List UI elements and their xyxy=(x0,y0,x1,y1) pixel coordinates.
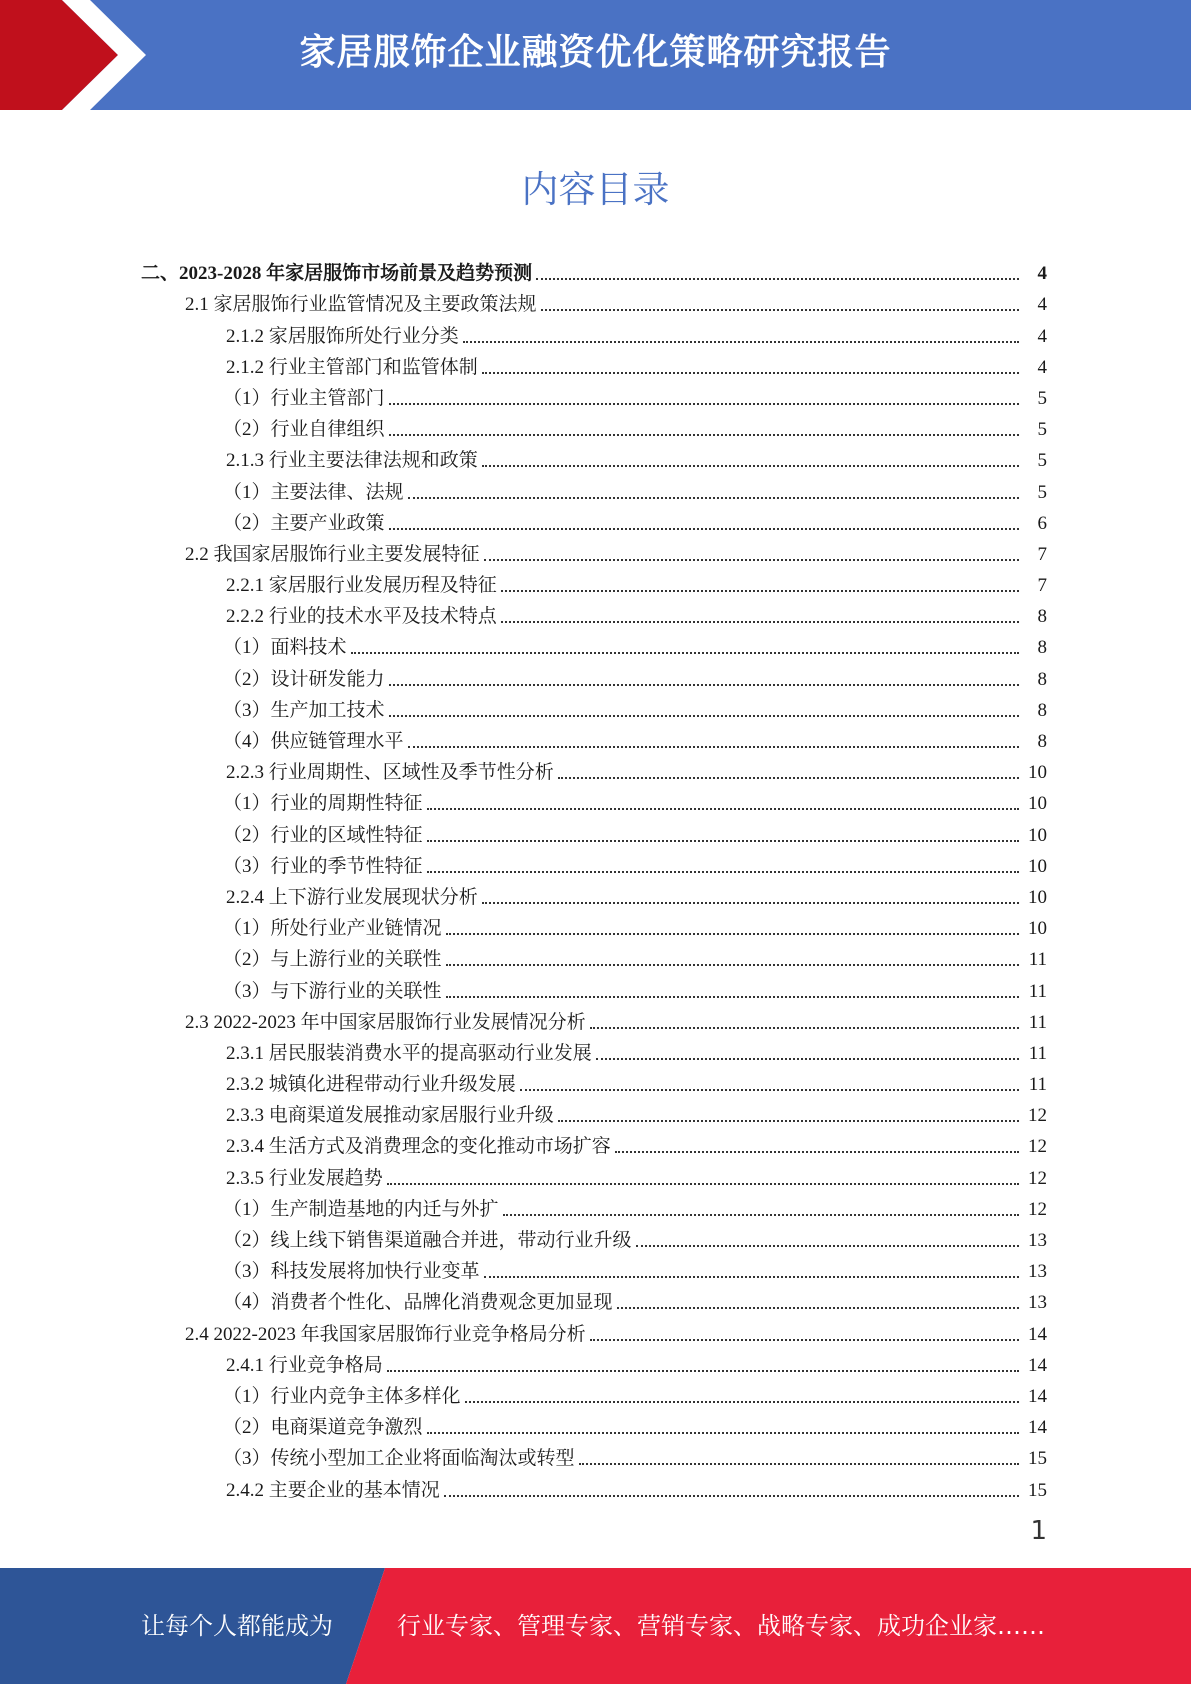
toc-entry-title: 2.3.1 居民服装消费水平的提高驱动行业发展 xyxy=(226,1042,592,1064)
toc-entry[interactable] xyxy=(0,1065,1191,1096)
toc-entry[interactable] xyxy=(0,1096,1191,1127)
toc-entry[interactable] xyxy=(0,1377,1191,1408)
toc-entry-page: 10 xyxy=(1028,824,1047,846)
dot-leader xyxy=(501,621,1019,623)
toc-entry[interactable] xyxy=(0,1003,1191,1034)
toc-entry-page: 13 xyxy=(1028,1261,1047,1283)
dot-leader xyxy=(536,278,1019,280)
toc-entry-page: 14 xyxy=(1028,1323,1047,1345)
dot-leader xyxy=(389,403,1019,405)
toc-entry-page: 12 xyxy=(1028,1136,1047,1158)
toc-entry-page: 10 xyxy=(1028,762,1047,784)
dot-leader xyxy=(615,1151,1019,1153)
toc-entry-page: 4 xyxy=(1037,325,1047,347)
dot-leader xyxy=(446,933,1019,935)
toc-entry-page: 8 xyxy=(1037,637,1047,659)
toc-entry[interactable] xyxy=(0,753,1191,784)
toc-entry-page: 7 xyxy=(1037,575,1047,597)
toc-entry-page: 6 xyxy=(1037,512,1047,534)
dot-leader xyxy=(389,434,1019,436)
toc-entry-title: 2.1.2 家居服饰所处行业分类 xyxy=(226,325,459,347)
toc-entry-title: （2）与上游行业的关联性 xyxy=(223,949,442,971)
toc-entry-page: 13 xyxy=(1028,1292,1047,1314)
toc-entry-page: 11 xyxy=(1028,949,1047,971)
dot-leader xyxy=(444,1495,1019,1497)
dot-leader xyxy=(558,777,1019,779)
toc-entry-page: 11 xyxy=(1028,1011,1047,1033)
dot-leader xyxy=(427,1432,1019,1434)
dot-leader xyxy=(463,341,1019,343)
toc-entry[interactable] xyxy=(0,878,1191,909)
dot-leader xyxy=(408,746,1019,748)
dot-leader xyxy=(503,1214,1019,1216)
toc-entry[interactable] xyxy=(0,1346,1191,1377)
dot-leader xyxy=(408,497,1019,499)
toc-entry-title: 2.3.3 电商渠道发展推动家居服行业升级 xyxy=(226,1105,554,1127)
toc-entry-page: 8 xyxy=(1037,606,1047,628)
toc-entry-title: （2）电商渠道竞争激烈 xyxy=(223,1417,423,1439)
toc-entry-title: 2.2.1 家居服行业发展历程及特征 xyxy=(226,575,497,597)
toc-entry-page: 5 xyxy=(1037,387,1047,409)
toc-entry-title: （4）供应链管理水平 xyxy=(223,731,404,752)
toc-entry-title: 2.2.4 上下游行业发展现状分析 xyxy=(226,886,478,908)
toc-entry[interactable] xyxy=(0,847,1191,878)
toc-entry-page: 11 xyxy=(1028,1074,1047,1096)
toc-entry-title: （1）所处行业产业链情况 xyxy=(223,918,442,940)
toc-entry-page: 10 xyxy=(1028,886,1047,908)
toc-entry-title: （1）行业的周期性特征 xyxy=(223,793,423,815)
toc-entry-title: （3）行业的季节性特征 xyxy=(223,855,423,877)
dot-leader xyxy=(590,1339,1019,1341)
toc-entry-title: （3）与下游行业的关联性 xyxy=(223,980,442,1002)
dot-leader xyxy=(482,372,1019,374)
toc-entry-page: 5 xyxy=(1037,419,1047,441)
toc-entry-page: 14 xyxy=(1028,1385,1047,1407)
toc-entry-page: 8 xyxy=(1037,699,1047,721)
dot-leader xyxy=(427,808,1019,810)
toc-entry[interactable] xyxy=(0,1190,1191,1221)
toc-entry-title: 2.1.2 行业主管部门和监管体制 xyxy=(226,356,478,378)
toc-entry-page: 10 xyxy=(1028,918,1047,940)
toc-entry-title: 2.1 家居服饰行业监管情况及主要政策法规 xyxy=(185,294,537,316)
toc-entry-title: （3）生产加工技术 xyxy=(223,699,385,721)
toc-entry-page: 12 xyxy=(1028,1167,1047,1189)
dot-leader xyxy=(579,1463,1019,1465)
toc-entry-page: 10 xyxy=(1028,793,1047,815)
toc-entry-title: （2）线上线下销售渠道融合并进，带动行业升级 xyxy=(223,1230,632,1251)
toc-entry-title: 2.4.1 行业竞争格局 xyxy=(226,1354,383,1376)
toc-entry-title: 二、2023-2028 年家居服饰市场前景及趋势预测 xyxy=(141,263,533,285)
toc-entry-title: （2）行业自律组织 xyxy=(223,419,385,441)
dot-leader xyxy=(446,996,1019,998)
toc-entry[interactable] xyxy=(0,441,1191,472)
toc-entry[interactable] xyxy=(0,1252,1191,1283)
toc-entry-page: 4 xyxy=(1037,294,1047,316)
toc-entry-title: （1）行业主管部门 xyxy=(223,387,385,409)
toc-entry[interactable] xyxy=(0,348,1191,379)
table-of-contents xyxy=(0,254,1191,1502)
dot-leader xyxy=(387,1370,1019,1372)
toc-entry-page: 13 xyxy=(1028,1230,1047,1251)
toc-entry[interactable] xyxy=(0,815,1191,846)
toc-entry-page: 14 xyxy=(1028,1354,1047,1376)
toc-entry-page: 15 xyxy=(1028,1479,1047,1501)
dot-leader xyxy=(520,1089,1019,1091)
dot-leader xyxy=(465,1401,1019,1403)
dot-leader xyxy=(617,1307,1019,1309)
toc-entry-page: 7 xyxy=(1037,543,1047,565)
footer-slogan-left: 让每个人都能成为 xyxy=(141,1612,333,1640)
toc-entry-title: 2.3 2022-2023 年中国家居服饰行业发展情况分析 xyxy=(185,1011,586,1033)
toc-entry-page: 5 xyxy=(1037,481,1047,503)
page-number: 1 xyxy=(1030,1516,1047,1546)
header-banner xyxy=(0,0,1191,110)
dot-leader xyxy=(351,652,1019,654)
dot-leader xyxy=(501,590,1019,592)
dot-leader xyxy=(484,559,1019,561)
toc-entry[interactable] xyxy=(0,472,1191,503)
toc-entry[interactable] xyxy=(0,316,1191,347)
toc-entry[interactable] xyxy=(0,1314,1191,1345)
toc-entry[interactable] xyxy=(0,784,1191,815)
toc-entry-page: 11 xyxy=(1028,980,1047,1002)
toc-entry-page: 8 xyxy=(1037,668,1047,690)
toc-entry-title: 2.4 2022-2023 年我国家居服饰行业竞争格局分析 xyxy=(185,1323,586,1345)
toc-entry-title: 2.2.3 行业周期性、区域性及季节性分析 xyxy=(226,762,554,784)
toc-entry-title: 2.1.3 行业主要法律法规和政策 xyxy=(226,450,478,472)
toc-entry-title: 2.3.4 生活方式及消费理念的变化推动市场扩容 xyxy=(226,1136,611,1158)
toc-entry-title: 2.3.5 行业发展趋势 xyxy=(226,1167,383,1189)
toc-entry[interactable] xyxy=(0,659,1191,690)
toc-entry[interactable] xyxy=(0,1439,1191,1470)
toc-entry-title: （1）行业内竞争主体多样化 xyxy=(223,1385,461,1407)
toc-entry-title: （2）行业的区域性特征 xyxy=(223,824,423,846)
toc-entry[interactable] xyxy=(0,504,1191,535)
dot-leader xyxy=(427,871,1019,873)
toc-entry[interactable] xyxy=(0,628,1191,659)
dot-leader xyxy=(558,1120,1019,1122)
toc-entry-title: （1）主要法律、法规 xyxy=(223,481,404,503)
toc-entry-title: 2.3.2 城镇化进程带动行业升级发展 xyxy=(226,1074,516,1096)
toc-entry[interactable] xyxy=(0,1221,1191,1252)
toc-entry[interactable] xyxy=(0,940,1191,971)
toc-entry[interactable] xyxy=(0,1127,1191,1158)
report-title: 家居服饰企业融资优化策略研究报告 xyxy=(299,32,892,73)
toc-entry-page: 12 xyxy=(1028,1198,1047,1220)
toc-entry[interactable] xyxy=(0,285,1191,316)
toc-entry[interactable] xyxy=(0,722,1191,753)
toc-entry[interactable] xyxy=(0,1283,1191,1314)
toc-entry-title: （2）主要产业政策 xyxy=(223,512,385,534)
toc-entry-page: 5 xyxy=(1037,450,1047,472)
toc-entry-title: 2.2 我国家居服饰行业主要发展特征 xyxy=(185,543,480,565)
toc-entry-page: 10 xyxy=(1028,855,1047,877)
toc-entry-page: 15 xyxy=(1028,1448,1047,1470)
footer-slogan-right: 行业专家、管理专家、营销专家、战略专家、成功企业家…… xyxy=(397,1612,1045,1640)
toc-entry-page: 8 xyxy=(1037,731,1047,752)
dot-leader xyxy=(596,1058,1019,1060)
toc-entry-page: 11 xyxy=(1028,1042,1047,1064)
toc-entry[interactable] xyxy=(0,1470,1191,1501)
dot-leader xyxy=(446,964,1019,966)
toc-entry-page: 12 xyxy=(1028,1105,1047,1127)
toc-entry-title: 2.4.2 主要企业的基本情况 xyxy=(226,1479,440,1501)
toc-entry[interactable] xyxy=(0,566,1191,597)
toc-entry[interactable] xyxy=(0,691,1191,722)
toc-entry-title: （4）消费者个性化、品牌化消费观念更加显现 xyxy=(223,1292,613,1314)
toc-entry-page: 14 xyxy=(1028,1417,1047,1439)
toc-entry[interactable] xyxy=(0,1158,1191,1189)
toc-entry-title: （1）面料技术 xyxy=(223,637,347,659)
toc-entry-title: （2）设计研发能力 xyxy=(223,668,385,690)
toc-entry[interactable] xyxy=(0,254,1191,285)
toc-entry-title: 2.2.2 行业的技术水平及技术特点 xyxy=(226,606,497,628)
dot-leader xyxy=(636,1245,1019,1247)
toc-entry[interactable] xyxy=(0,597,1191,628)
dot-leader xyxy=(541,309,1019,311)
dot-leader xyxy=(389,528,1019,530)
toc-entry[interactable] xyxy=(0,535,1191,566)
dot-leader xyxy=(482,465,1019,467)
dot-leader xyxy=(427,840,1019,842)
toc-entry-page: 4 xyxy=(1037,263,1047,285)
toc-entry[interactable] xyxy=(0,379,1191,410)
dot-leader xyxy=(590,1027,1019,1029)
toc-entry[interactable] xyxy=(0,410,1191,441)
toc-entry[interactable] xyxy=(0,1408,1191,1439)
dot-leader xyxy=(482,902,1019,904)
dot-leader xyxy=(387,1183,1019,1185)
toc-entry-page: 4 xyxy=(1037,356,1047,378)
toc-entry[interactable] xyxy=(0,1034,1191,1065)
toc-entry[interactable] xyxy=(0,971,1191,1002)
toc-entry-title: （1）生产制造基地的内迁与外扩 xyxy=(223,1198,499,1220)
footer-banner xyxy=(0,1568,1191,1684)
dot-leader xyxy=(484,1276,1019,1278)
toc-entry-title: （3）传统小型加工企业将面临淘汰或转型 xyxy=(223,1448,575,1470)
toc-entry-title: （3）科技发展将加快行业变革 xyxy=(223,1261,480,1283)
dot-leader xyxy=(389,715,1019,717)
toc-heading: 内容目录 xyxy=(521,168,670,211)
toc-entry[interactable] xyxy=(0,909,1191,940)
dot-leader xyxy=(389,684,1019,686)
